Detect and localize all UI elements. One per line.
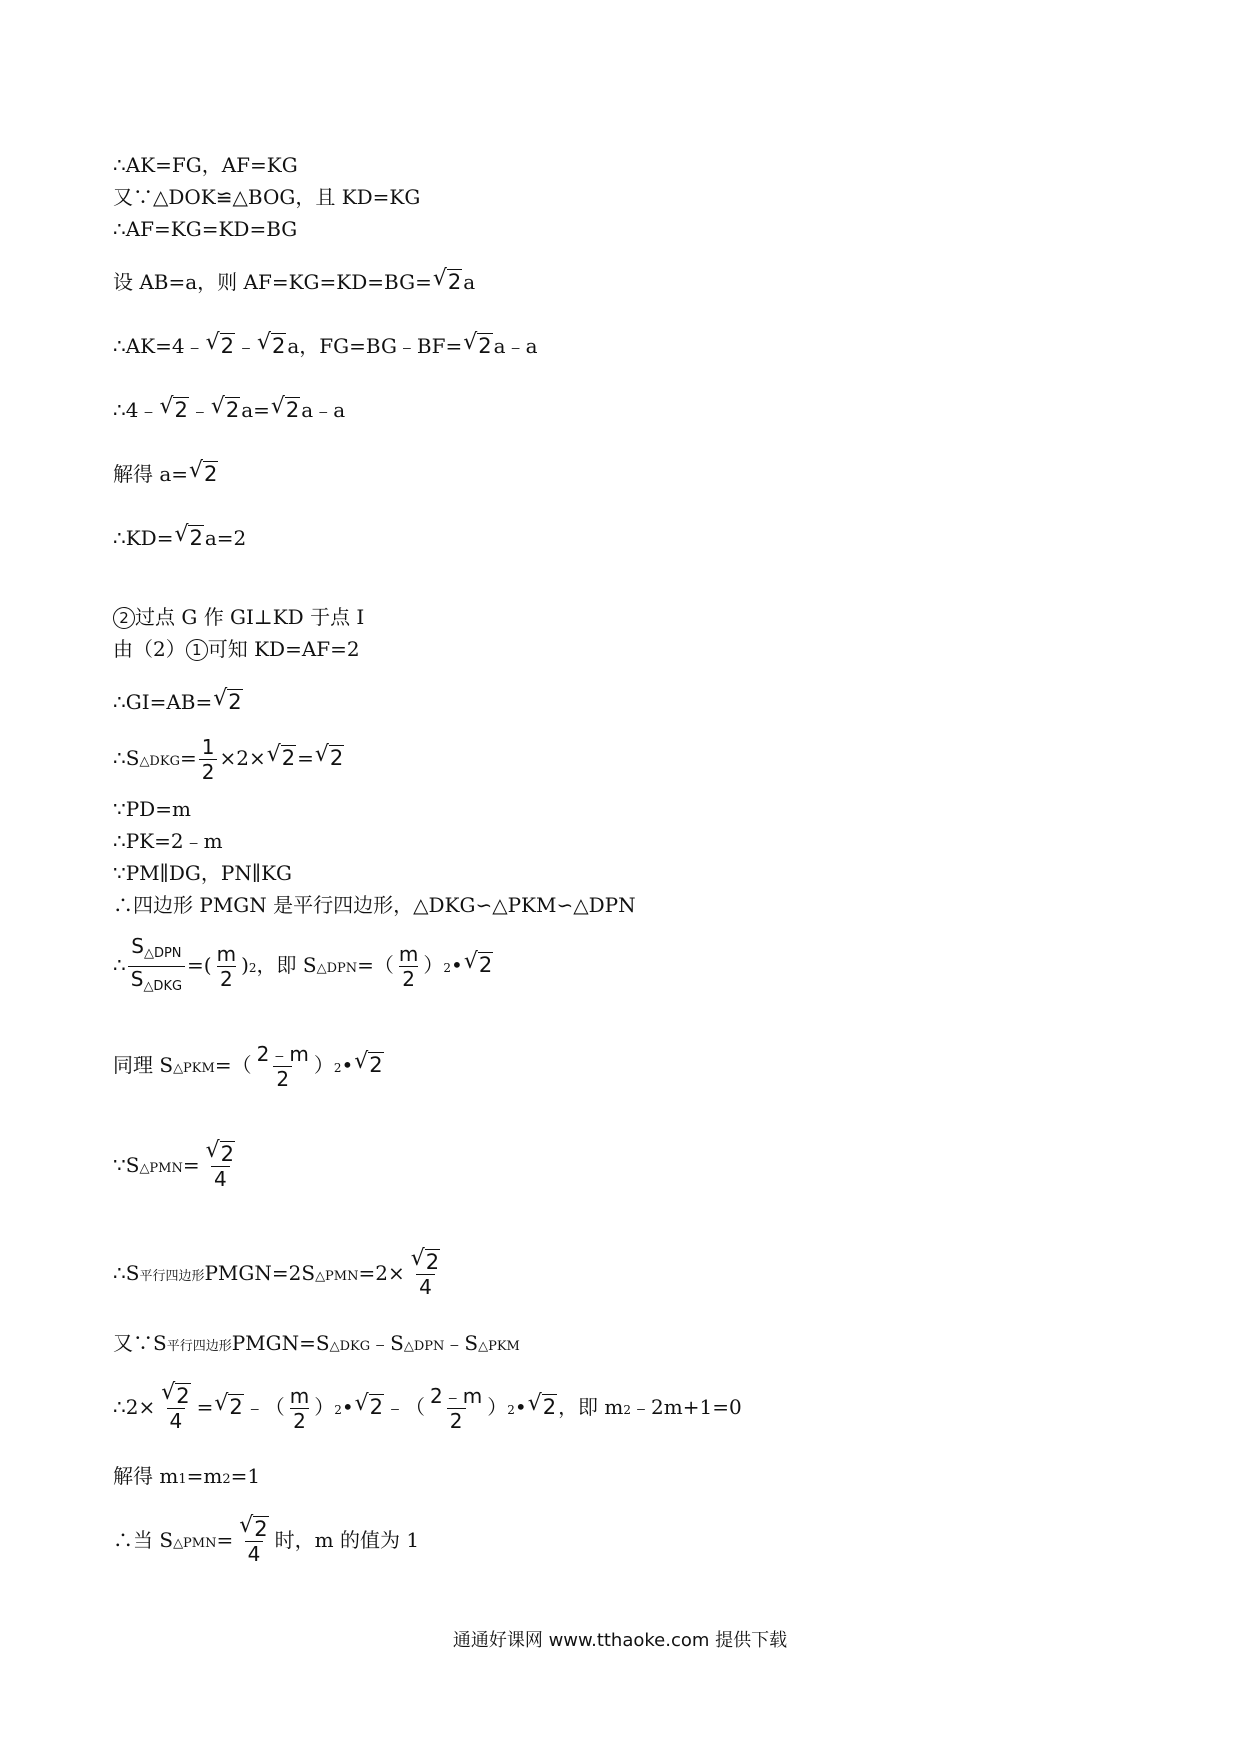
circled-number: 1: [186, 639, 208, 661]
solution-line-15: ∵PM∥DG，PN∥KG: [113, 861, 293, 885]
solution-line-23: 解得 m1=m2=1: [113, 1464, 261, 1488]
solution-line-17: ∴ $S_{\triangle DPN}$ $S_{\triangle DKG}$ =( $\frac{m}{2}$ )2，即 S△DPN=（ $\frac{m}{2}$ ）2•√ 2: [113, 930, 494, 1004]
fraction: $\frac{2﹣m}{2}$: [430, 1384, 483, 1433]
solution-line-4: 设 AB=a，则 AF=KG=KD=BG=√ 2 a: [113, 270, 475, 294]
solution-line-7: 解得 a=√ 2: [113, 462, 219, 486]
solution-line-21: 又∵S平行四边形PMGN=S△DKG﹣S△DPN﹣S△PKM: [113, 1331, 520, 1355]
fraction: $\frac{m}{2}$: [398, 942, 419, 991]
fraction: $\frac{m}{2}$: [216, 942, 237, 991]
solution-line-11: ∴GI=AB=√ 2: [113, 690, 244, 714]
fraction: √ $\frac{2}{4}$: [202, 1142, 239, 1191]
solution-line-2: 又∵△DOK≌△BOG，且 KD=KG: [113, 185, 421, 209]
solution-line-10: 由（2） 1 可知 KD=AF=2: [113, 637, 360, 661]
page-footer: 通通好课网 www.tthaoke.com 提供下载: [452, 1630, 788, 1651]
fraction: $\frac{1}{2}$: [199, 735, 218, 784]
solution-line-20: ∴S平行四边形PMGN=2S△PMN=2× √ $\frac{2}{4}$: [113, 1238, 446, 1312]
circled-number: 2: [113, 607, 135, 629]
solution-line-5: ∴AK=4﹣√ 2 ﹣√ 2 a，FG=BG﹣BF=√ 2 a﹣a: [113, 334, 538, 358]
fraction: √ $\frac{2}{4}$: [157, 1384, 194, 1433]
solution-line-12: ∴S△DKG= $\frac{1}{2}$ ×2×√ 2 =√ 2: [113, 728, 345, 792]
fraction: √ $\frac{2}{4}$: [407, 1250, 444, 1299]
solution-line-9: 2 过点 G 作 GI⊥KD 于点 I: [113, 605, 364, 629]
solution-line-19: ∵S△PMN= √ $\frac{2}{4}$: [113, 1130, 241, 1204]
solution-line-14: ∴PK=2﹣m: [113, 829, 223, 853]
solution-line-24: ∴当 S△PMN= √ $\frac{2}{4}$ 时，m 的值为 1: [113, 1505, 419, 1579]
solution-line-13: ∵PD=m: [113, 797, 191, 821]
fraction: √ $\frac{2}{4}$: [235, 1517, 272, 1566]
solution-line-18: 同理 S△PKM=（ $\frac{2﹣m}{2}$ ）2•√ 2: [113, 1030, 385, 1104]
solution-line-8: ∴KD=√ 2 a=2: [113, 526, 246, 550]
solution-line-22: ∴2× √ $\frac{2}{4}$ =√ 2 ﹣（ $\frac{m}{2}$ ）2•√ 2 ﹣（ $\frac{2﹣m}{2}$ ）2•√ 2 ，即 m2﹣2m+1=0: [113, 1372, 742, 1445]
solution-line-16: ∴四边形 PMGN 是平行四边形，△DKG∽△PKM∽△DPN: [113, 893, 636, 917]
fraction: $\frac{2﹣m}{2}$: [256, 1042, 309, 1091]
fraction: $\frac{m}{2}$: [289, 1384, 310, 1433]
solution-line-6: ∴4﹣√ 2 ﹣√ 2 a=√ 2 a﹣a: [113, 398, 345, 422]
fraction: $S_{\triangle DPN}$ $S_{\triangle DKG}$: [128, 934, 185, 999]
solution-line-1: ∴AK=FG，AF=KG: [113, 153, 298, 177]
solution-line-3: ∴AF=KG=KD=BG: [113, 217, 298, 241]
